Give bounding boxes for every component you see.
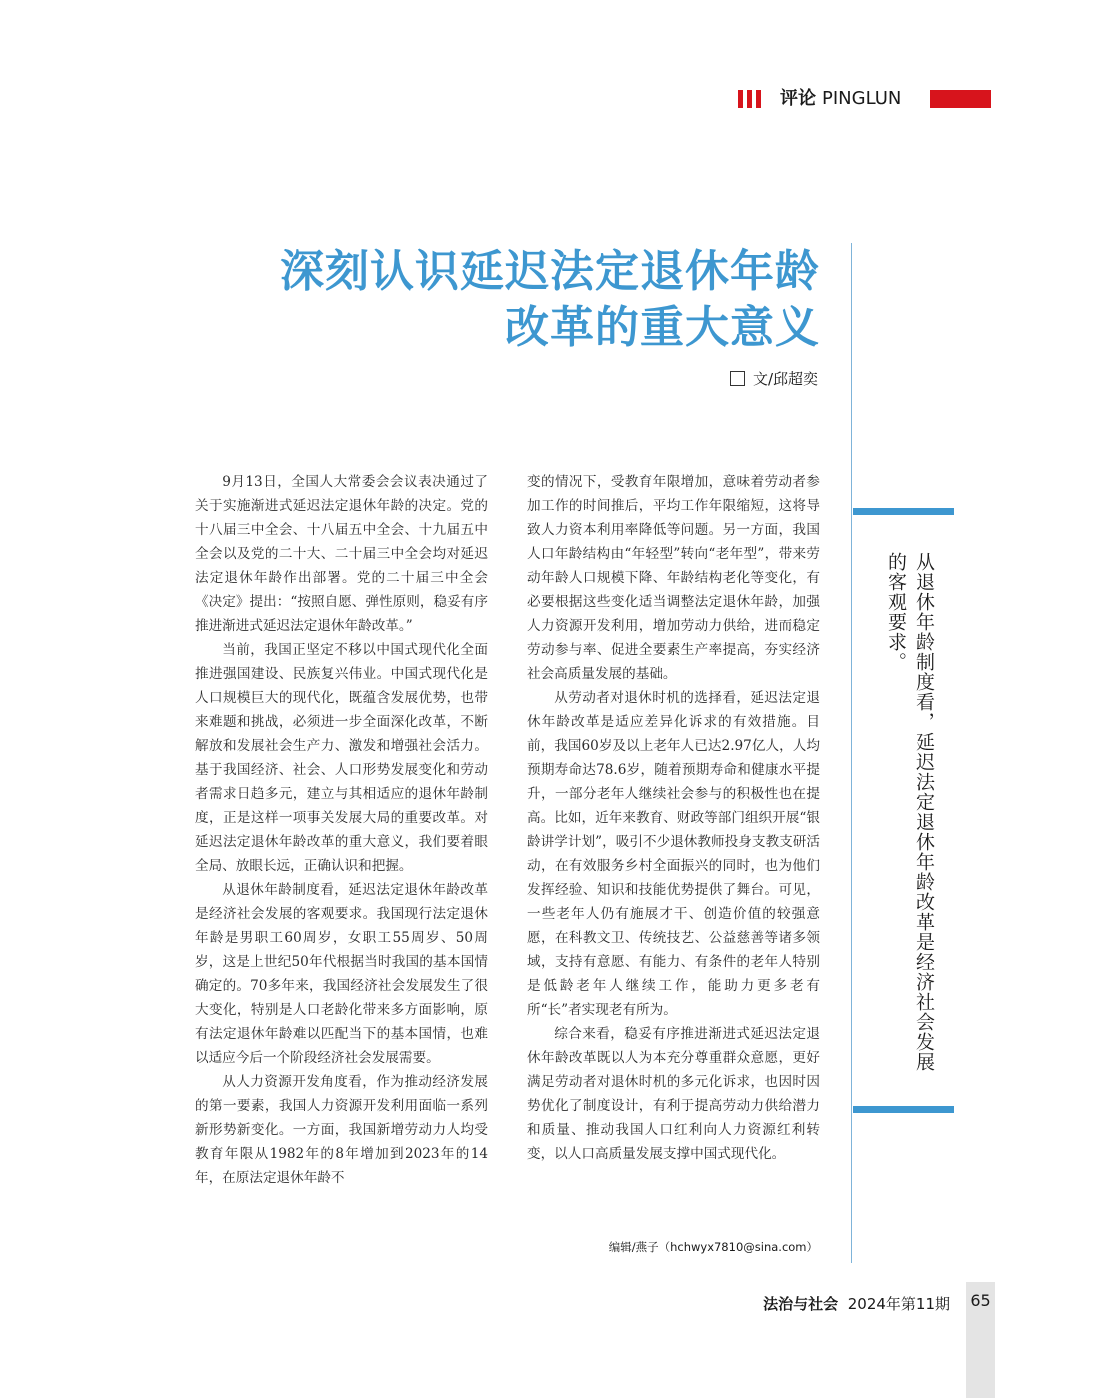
vertical-divider [851,243,852,1263]
body-column-right [527,470,820,1166]
page-number: 65 [970,1291,991,1310]
section-label [780,88,901,110]
paragraph: 9月13日，全国人大常委会会议表决通过了关于实施渐进式延迟法定退休年龄的决定。党的十八届三中全会、十八届五中全会、十九届五中全会以及党的二十大、二十届三中全会均对延迟法定退休年龄作出部署。党的二十届三中全会《决定》提出：“按照自愿、弹性原则，稳妥有序推进渐进式延迟法定退休年龄改革。” [195,474,488,634]
pull-quote-bottom-bar [853,1106,954,1113]
header-red-block [930,90,991,108]
header-bars-decoration [738,90,766,108]
paragraph-continued: 变的情况下，受教育年限增加，意味着劳动者参加工作的时间推后，平均工作年限缩短，这将导致人力资本利用率降低等问题。另一方面，我国人口年龄结构由“年轻型”转向“老年型”，带来劳动年龄人口规模下降、年龄结构老化等变化，有必要根据这些变化适当调整法定退休年龄，加强人力资源开发利用，增加劳动力供给，进而稳定劳动参与率、促进全要素生产率提高，夯实经济社会高质量发展的基础。 [527,474,820,682]
section-label-cn: 评论 [780,88,816,109]
byline [600,368,818,389]
title-line-2: 改革的重大意义 [505,302,820,353]
body-column-left [195,470,488,1190]
paragraph: 当前，我国正坚定不移以中国式现代化全面推进强国建设、民族复兴伟业。中国式现代化是人口规模巨大的现代化，既蕴含发展优势，也带来难题和挑战，必须进一步全面深化改革，不断解放和发展社会生产力、激发和增强社会活力。基于我国经济、社会、人口形势发展变化和劳动者需求日趋多元，建立与其相适应的退休年龄制度，正是这样一项事关发展大局的重要改革。对延迟法定退休年龄改革的重大意义，我们要着眼全局、放眼长远，正确认识和把握。 [195,642,488,874]
byline-box-icon [730,371,745,386]
issue-label: 2024年第11期 [847,1295,950,1313]
paragraph: 从退休年龄制度看，延迟法定退休年龄改革是经济社会发展的客观要求。我国现行法定退休年龄是男职工60周岁，女职工55周岁、50周岁，这是上世纪50年代根据当时我国的基本国情确定的。70多年来，我国经济社会发展发生了很大变化，特别是人口老龄化带来多方面影响，原有法定退休年龄难以匹配当下的基本国情，也难以适应今后一个阶段经济社会发展需要。 [195,882,488,1066]
section-header [738,90,991,108]
title-line-1: 深刻认识延迟法定退休年龄 [280,246,820,297]
paragraph: 综合来看，稳妥有序推进渐进式延迟法定退休年龄改革既以人为本充分尊重群众意愿，更好满足劳动者对退休时机的多元化诉求，也因时因势优化了制度设计，有利于提高劳动力供给潜力和质量、推动我国人口红利向人力资源红利转变，以人口高质量发展支撑中国式现代化。 [527,1026,820,1162]
byline-author: 文/邱超奕 [752,370,818,388]
magazine-name: 法治与社会 [763,1295,839,1313]
section-label-en: PINGLUN [822,88,902,109]
paragraph: 从人力资源开发角度看，作为推动经济发展的第一要素，我国人力资源开发利用面临一系列新形势新变化。一方面，我国新增劳动力人均受教育年限从1982年的8年增加到2023年的14年，在原法定退休年龄不 [195,1074,488,1186]
article-title [200,244,820,356]
editor-credit: 编辑/燕子（hchwyx7810@sina.com） [608,1240,818,1254]
paragraph: 从劳动者对退休时机的选择看，延迟法定退休年龄改革是适应差异化诉求的有效措施。目前，我国60岁及以上老年人已达2.97亿人，人均预期寿命达78.6岁，随着预期寿命和健康水平提升，一部分老年人继续社会参与的积极性也在提高。比如，近年来教育、财政等部门组织开展“银龄讲学计划”，吸引不少退休教师投身支教支研活动，在有效服务乡村全面振兴的同时，也为他们发挥经验、知识和技能优势提供了舞台。可见，一些老年人仍有施展才干、创造价值的较强意愿，在科教文卫、传统技艺、公益慈善等诸多领域，支持有意愿、有能力、有条件的老年人特别是低龄老年人继续工作，能助力更多老有所“长”者实现老有所为。 [527,690,820,1018]
pull-quote: 从退休年龄制度看，延迟法定退休年龄改革是经济社会发展的客观要求。 [885,552,935,1072]
page-footer [700,1293,950,1314]
pull-quote-top-bar [853,508,954,515]
